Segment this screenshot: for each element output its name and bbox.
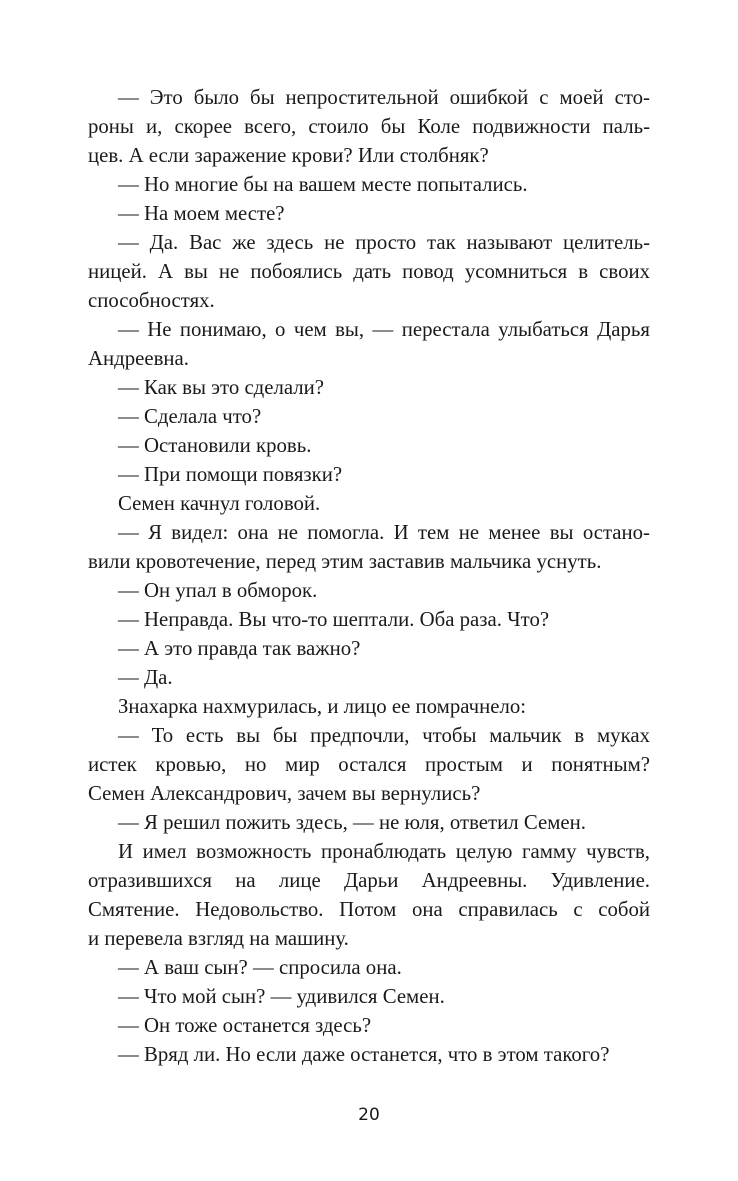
text-line: вили кровотечение, перед этим заставив мальчика уснуть. (88, 550, 602, 573)
text-line: — Да. Вас же здесь не просто так называют целитель- (118, 231, 650, 254)
text-line: истек кровью, но мир остался простым и понятным? (88, 753, 650, 776)
text-line: — Я видел: она не помогла. И тем не менее вы остано- (118, 521, 650, 544)
text-line: ницей. А вы не побоялись дать повод усомниться в своих (88, 260, 650, 283)
text-line: — Да. (118, 666, 173, 689)
text-line: — Но многие бы на вашем месте попытались. (118, 173, 528, 196)
text-line: — Сделала что? (118, 405, 262, 428)
text-line: — Как вы это сделали? (118, 376, 325, 399)
book-page-text (88, 83, 650, 1069)
text-line: — Не понимаю, о чем вы, — перестала улыбаться Дарья (118, 318, 650, 341)
text-line: — На моем месте? (118, 202, 285, 225)
page-number: 20 (358, 1105, 380, 1125)
text-line: — Он упал в обморок. (118, 579, 318, 602)
text-line: цев. А если заражение крови? Или столбняк? (88, 144, 489, 167)
text-line: роны и, скорее всего, стоило бы Коле подвижности паль- (88, 115, 650, 138)
text-line: — При помощи повязки? (118, 463, 343, 486)
text-line: Семен качнул головой. (118, 492, 321, 515)
text-line: — Остановили кровь. (118, 434, 312, 457)
text-line: отразившихся на лице Дарьи Андреевны. Удивление. (88, 869, 650, 892)
text-line: — А это правда так важно? (118, 637, 361, 660)
text-line: Семен Александрович, зачем вы вернулись? (88, 782, 481, 805)
text-line: Смятение. Недовольство. Потом она справилась с собой (88, 898, 650, 921)
text-line: — Это было бы непростительной ошибкой с моей сто- (118, 86, 650, 109)
text-line: — Вряд ли. Но если даже останется, что в этом такого? (118, 1043, 610, 1066)
text-line: — Он тоже останется здесь? (118, 1014, 372, 1037)
text-line: И имел возможность пронаблюдать целую гамму чувств, (118, 840, 650, 863)
text-line: — Что мой сын? — удивился Семен. (118, 985, 445, 1008)
text-line: — А ваш сын? — спросила она. (118, 956, 402, 979)
text-line: — То есть вы бы предпочли, чтобы мальчик в муках (118, 724, 650, 747)
text-line: — Неправда. Вы что-то шептали. Оба раза. Что? (118, 608, 550, 631)
text-line: и перевела взгляд на машину. (88, 927, 349, 950)
text-line: способностях. (88, 289, 215, 312)
text-line: Знахарка нахмурилась, и лицо ее помрачнело: (118, 695, 527, 718)
text-line: Андреевна. (88, 347, 189, 370)
text-line: — Я решил пожить здесь, — не юля, ответил Семен. (118, 811, 586, 834)
